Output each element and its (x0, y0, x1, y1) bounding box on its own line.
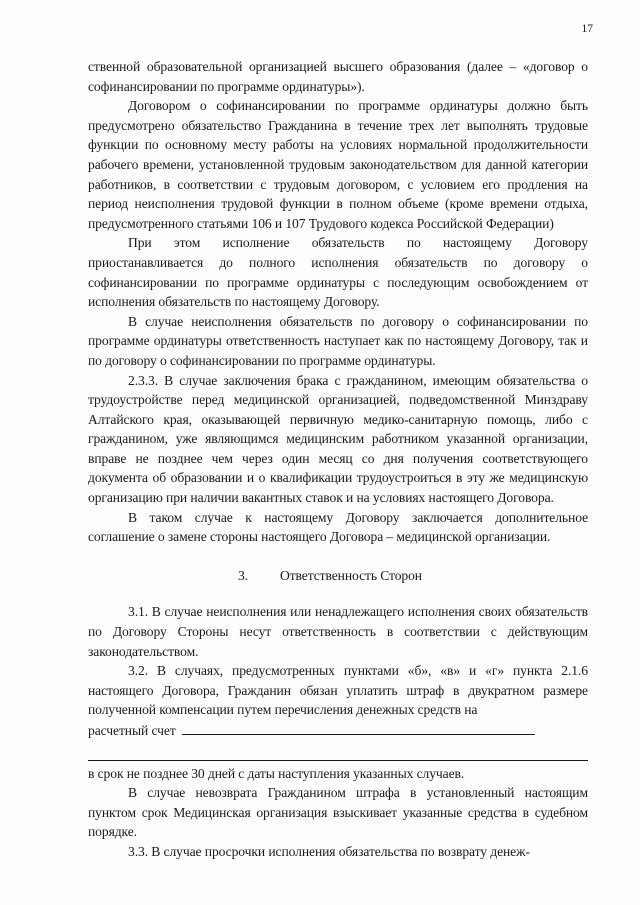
document-body (88, 57, 588, 862)
paragraph-additional-agreement: В таком случае к настоящему Договору заключается дополнительное соглашение о замене стороны настоящего Договора – медицинской организации. (88, 509, 588, 545)
section-title: Ответственность Сторон (280, 567, 422, 583)
paragraph-deadline: в срок не позднее 30 дней с даты наступления указанных случаев. (88, 765, 465, 781)
section-heading (88, 566, 588, 586)
paragraph-2-3-3: 2.3.3. В случае заключения брака с гражданином, имеющим обязательства о трудоустройстве перед медицинской организацией, подведомственной Минздраву Алтайского края, оказывающей первичную медико-санитарную помощь, либо с гражданином, уже являющимся медицинским работником указанной организации, вправе не позднее чем через один месяц со дня получения соответствующего документа об образовании и о квалификации трудоустроиться в эту же медицинскую организацию при наличии вакантных ставок и на условиях настоящего Договора. (88, 372, 588, 506)
page-number: 17 (581, 23, 593, 35)
account-blank-line (182, 720, 535, 735)
account-line (88, 720, 588, 741)
paragraph-liability: В случае неисполнения обязательств по договору о софинансировании по программе ординатуры ответственность наступает как по настоящему Договору, так и по договору о софинансировании по программе ординатуры. (88, 313, 588, 368)
paragraph-3-2: 3.2. В случаях, предусмотренных пунктами «б», «в» и «г» пункта 2.1.6 настоящего Договора, Гражданин обязан уплатить штраф в двукратном размере полученной компенсации путем перечисления денежных средств на (88, 663, 588, 718)
paragraph-3-1: 3.1. В случае неисполнения или ненадлежащего исполнения своих обязательств по Договору Стороны несут ответственность в соответствии с действующим законодательством. (88, 604, 588, 659)
paragraph-continuation: ственной образовательной организацией высшего образования (далее – «договор о софинансировании по программе ординатуры»). (88, 59, 588, 94)
paragraph-penalty-recovery: В случае невозврата Гражданином штрафа в установленный настоящим пунктом срок Медицинская организация взыскивает указанные средства в судебном порядке. (88, 785, 588, 840)
paragraph-cofinancing-obligation: Договором о софинансировании по программе ординатуры должно быть предусмотрено обязательство Гражданина в течение трех лет выполнять трудовые функции по основному месту работы на условиях нормальной продолжительности рабочего времени, установленной трудовым законодательством для данной категории работников, в соответствии с трудовым договором, с условием его продления на период неисполнения трудовой функции в полном объеме (кроме времени отдыха, предусмотренного статьями 106 и 107 Трудового кодекса Российской Федерации) (88, 98, 588, 231)
account-label: расчетный счет (88, 723, 176, 738)
paragraph-3-3: 3.3. В случае просрочки исполнения обязательства по возврату денеж- (128, 843, 530, 859)
section-number: 3. (238, 567, 248, 583)
paragraph-suspension: При этом исполнение обязательств по настоящему Договору приостанавливается до полного исполнения обязательств по договору о софинансировании по программе ординатуры с последующим освобождением от исполнения обязательств по настоящему Договору. (88, 235, 588, 310)
blank-rule (88, 741, 588, 761)
